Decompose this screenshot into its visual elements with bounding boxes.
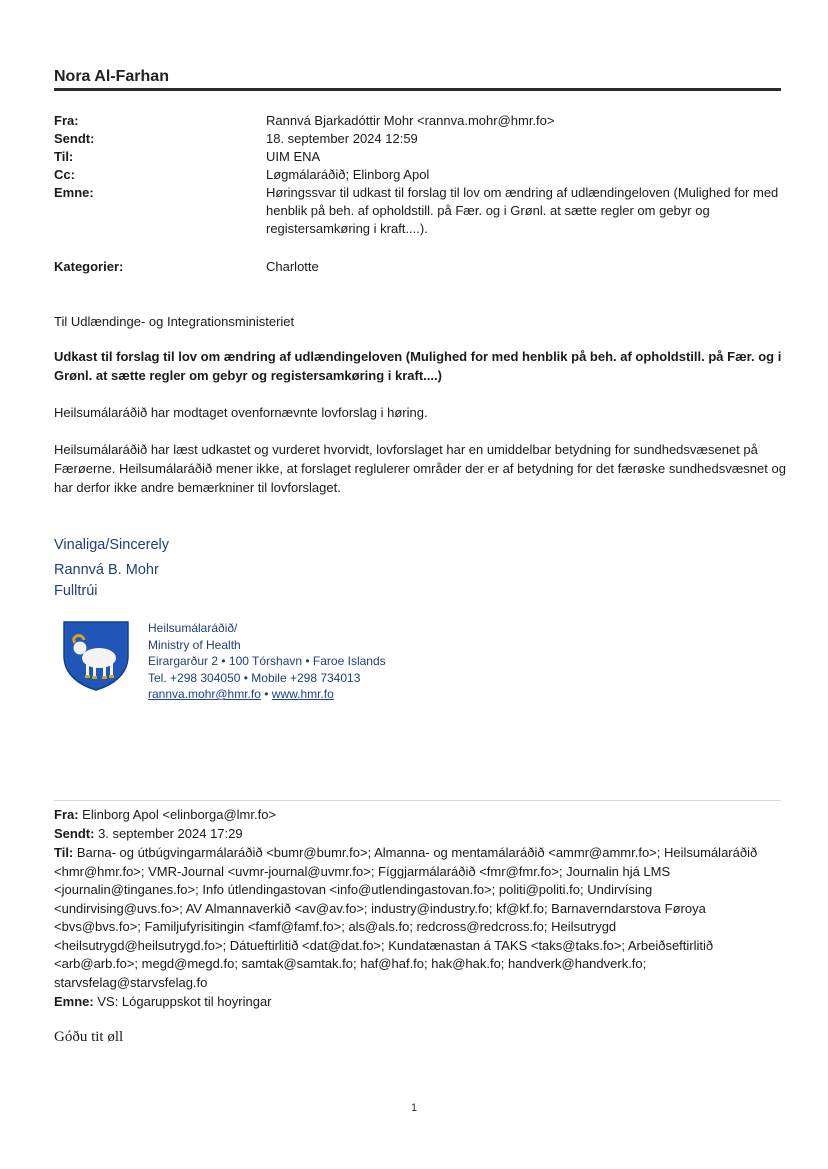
paragraph-2: Heilsumálaráðið har læst udkastet og vurderet hvorvidt, lovforslaget har en umiddelbar betydning for sundhedsvæsenet på Færøerne. Heilsumálaráðið mener ikke, at forslaget reglulerer områder der er af betydning for det færøske sundhedsvæsnet og har derfor ikke andre bemærkniner til lovforslaget. [54, 442, 786, 495]
fwd-subject-line [54, 993, 784, 1012]
category-value: Charlotte [266, 259, 319, 274]
org-line-1: Heilsumálaráðið/ [148, 621, 238, 635]
page-number: 1 [410, 1102, 418, 1114]
letter-heading: Udkast til forslag til lov om ændring af udlændingeloven (Mulighed for med henblik på beh. af opholdstill. på Fær. og i Grønl. at sætte regler om gebyr og registersamkøring i kraft....) [54, 349, 782, 383]
fwd-to-label: Til: [54, 845, 74, 860]
fwd-sent-value: 3. september 2024 17:29 [94, 826, 243, 841]
subject-value: Høringssvar til udkast til forslag til lov om ændring af udlændingeloven (Mulighed for med henblik på beh. af opholdstill. på Fær. og i Grønl. at sætte regler om gebyr og registersamkøring i kraft....). [266, 185, 779, 236]
sent-value: 18. september 2024 12:59 [266, 131, 418, 146]
from-label: Fra: [54, 113, 79, 128]
fwd-from-line [54, 806, 784, 825]
ministry-contact-block [148, 620, 386, 703]
signature-role: Fulltrúi [54, 583, 98, 599]
paragraph-1: Heilsumálaráðið har modtaget ovenfornævnte lovforslag i høring. [54, 405, 428, 420]
ram-shield-icon [62, 620, 130, 692]
cc-value: Løgmálaráðið; Elinborg Apol [266, 167, 430, 182]
website-link[interactable]: www.hmr.fo [271, 687, 334, 701]
org-line-2: Ministry of Health [148, 637, 241, 652]
fwd-subject-value: VS: Lógaruppskot til hoyringar [93, 994, 272, 1009]
title-divider [54, 88, 781, 91]
org-phone: Tel. +298 304050 • Mobile +298 734013 [148, 670, 361, 685]
forward-divider [54, 800, 781, 801]
org-links [148, 686, 386, 703]
sent-label: Sendt: [54, 131, 95, 146]
coat-of-arms-logo [62, 620, 130, 692]
fwd-subject-label: Emne: [54, 994, 94, 1009]
email-link[interactable]: rannva.mohr@hmr.fo [148, 687, 261, 701]
fwd-from-value: Elinborg Apol <elinborga@lmr.fo> [78, 807, 277, 822]
org-address: Eirargarður 2 • 100 Tórshavn • Faroe Islands [148, 654, 386, 668]
signature-closing: Vinaliga/Sincerely [54, 537, 169, 553]
to-value: UIM ENA [266, 149, 321, 164]
signature-name: Rannvá B. Mohr [54, 562, 159, 578]
link-separator: • [260, 687, 272, 701]
fwd-greeting: Góðu tit øll [54, 1029, 124, 1045]
subject-label: Emne: [54, 185, 94, 200]
to-label: Til: [54, 149, 74, 164]
fwd-from-label: Fra: [54, 807, 79, 822]
salutation: Til Udlændinge- og Integrationsministeriet [54, 314, 295, 329]
fwd-sent-label: Sendt: [54, 826, 95, 841]
category-label: Kategorier: [54, 259, 124, 274]
sender-name: Nora Al-Farhan [54, 68, 169, 85]
from-value: Rannvá Bjarkadóttir Mohr <rannva.mohr@hmr.fo> [266, 113, 555, 128]
cc-label: Cc: [54, 167, 75, 182]
fwd-sent-line [54, 825, 784, 844]
fwd-to-value: Barna- og útbúgvingarmálaráðið <bumr@bumr.fo>; Almanna- og mentamálaráðið <ammr@ammr.fo>; Heilsumálaráðið <hmr@hmr.fo>; VMR-Journal <uvmr-journal@uvmr.fo>; Fíggjarmálaráðið <fmr@fmr.fo>; Journalin hjá LMS <journalin@tinganes.fo>; Info útlendingastovan <info@utlendingastovan.fo>; politi@politi.fo; Undirvísing <undirvising@uvs.fo>; AV Almannaverkið <av@av.fo>; industry@industry.fo; kf@kf.fo; Barnaverndarstova Føroya <bvs@bvs.fo>; Familjufyrisitingin <famf@famf.fo>; als@als.fo; redcross@redcross.fo; Heilsutrygd <heilsutrygd@heilsutrygd.fo>; Dátueftirlitið <dat@dat.fo>; Kundatænastan á TAKS <taks@taks.fo>; Arbeiðseftirlitið <arb@arb.fo>; megd@megd.fo; samtak@samtak.fo; haf@haf.fo; hak@hak.fo; handverk@handverk.fo; starvsfelag@starvsfelag.fo [54, 845, 758, 990]
fwd-to-line [54, 844, 784, 992]
